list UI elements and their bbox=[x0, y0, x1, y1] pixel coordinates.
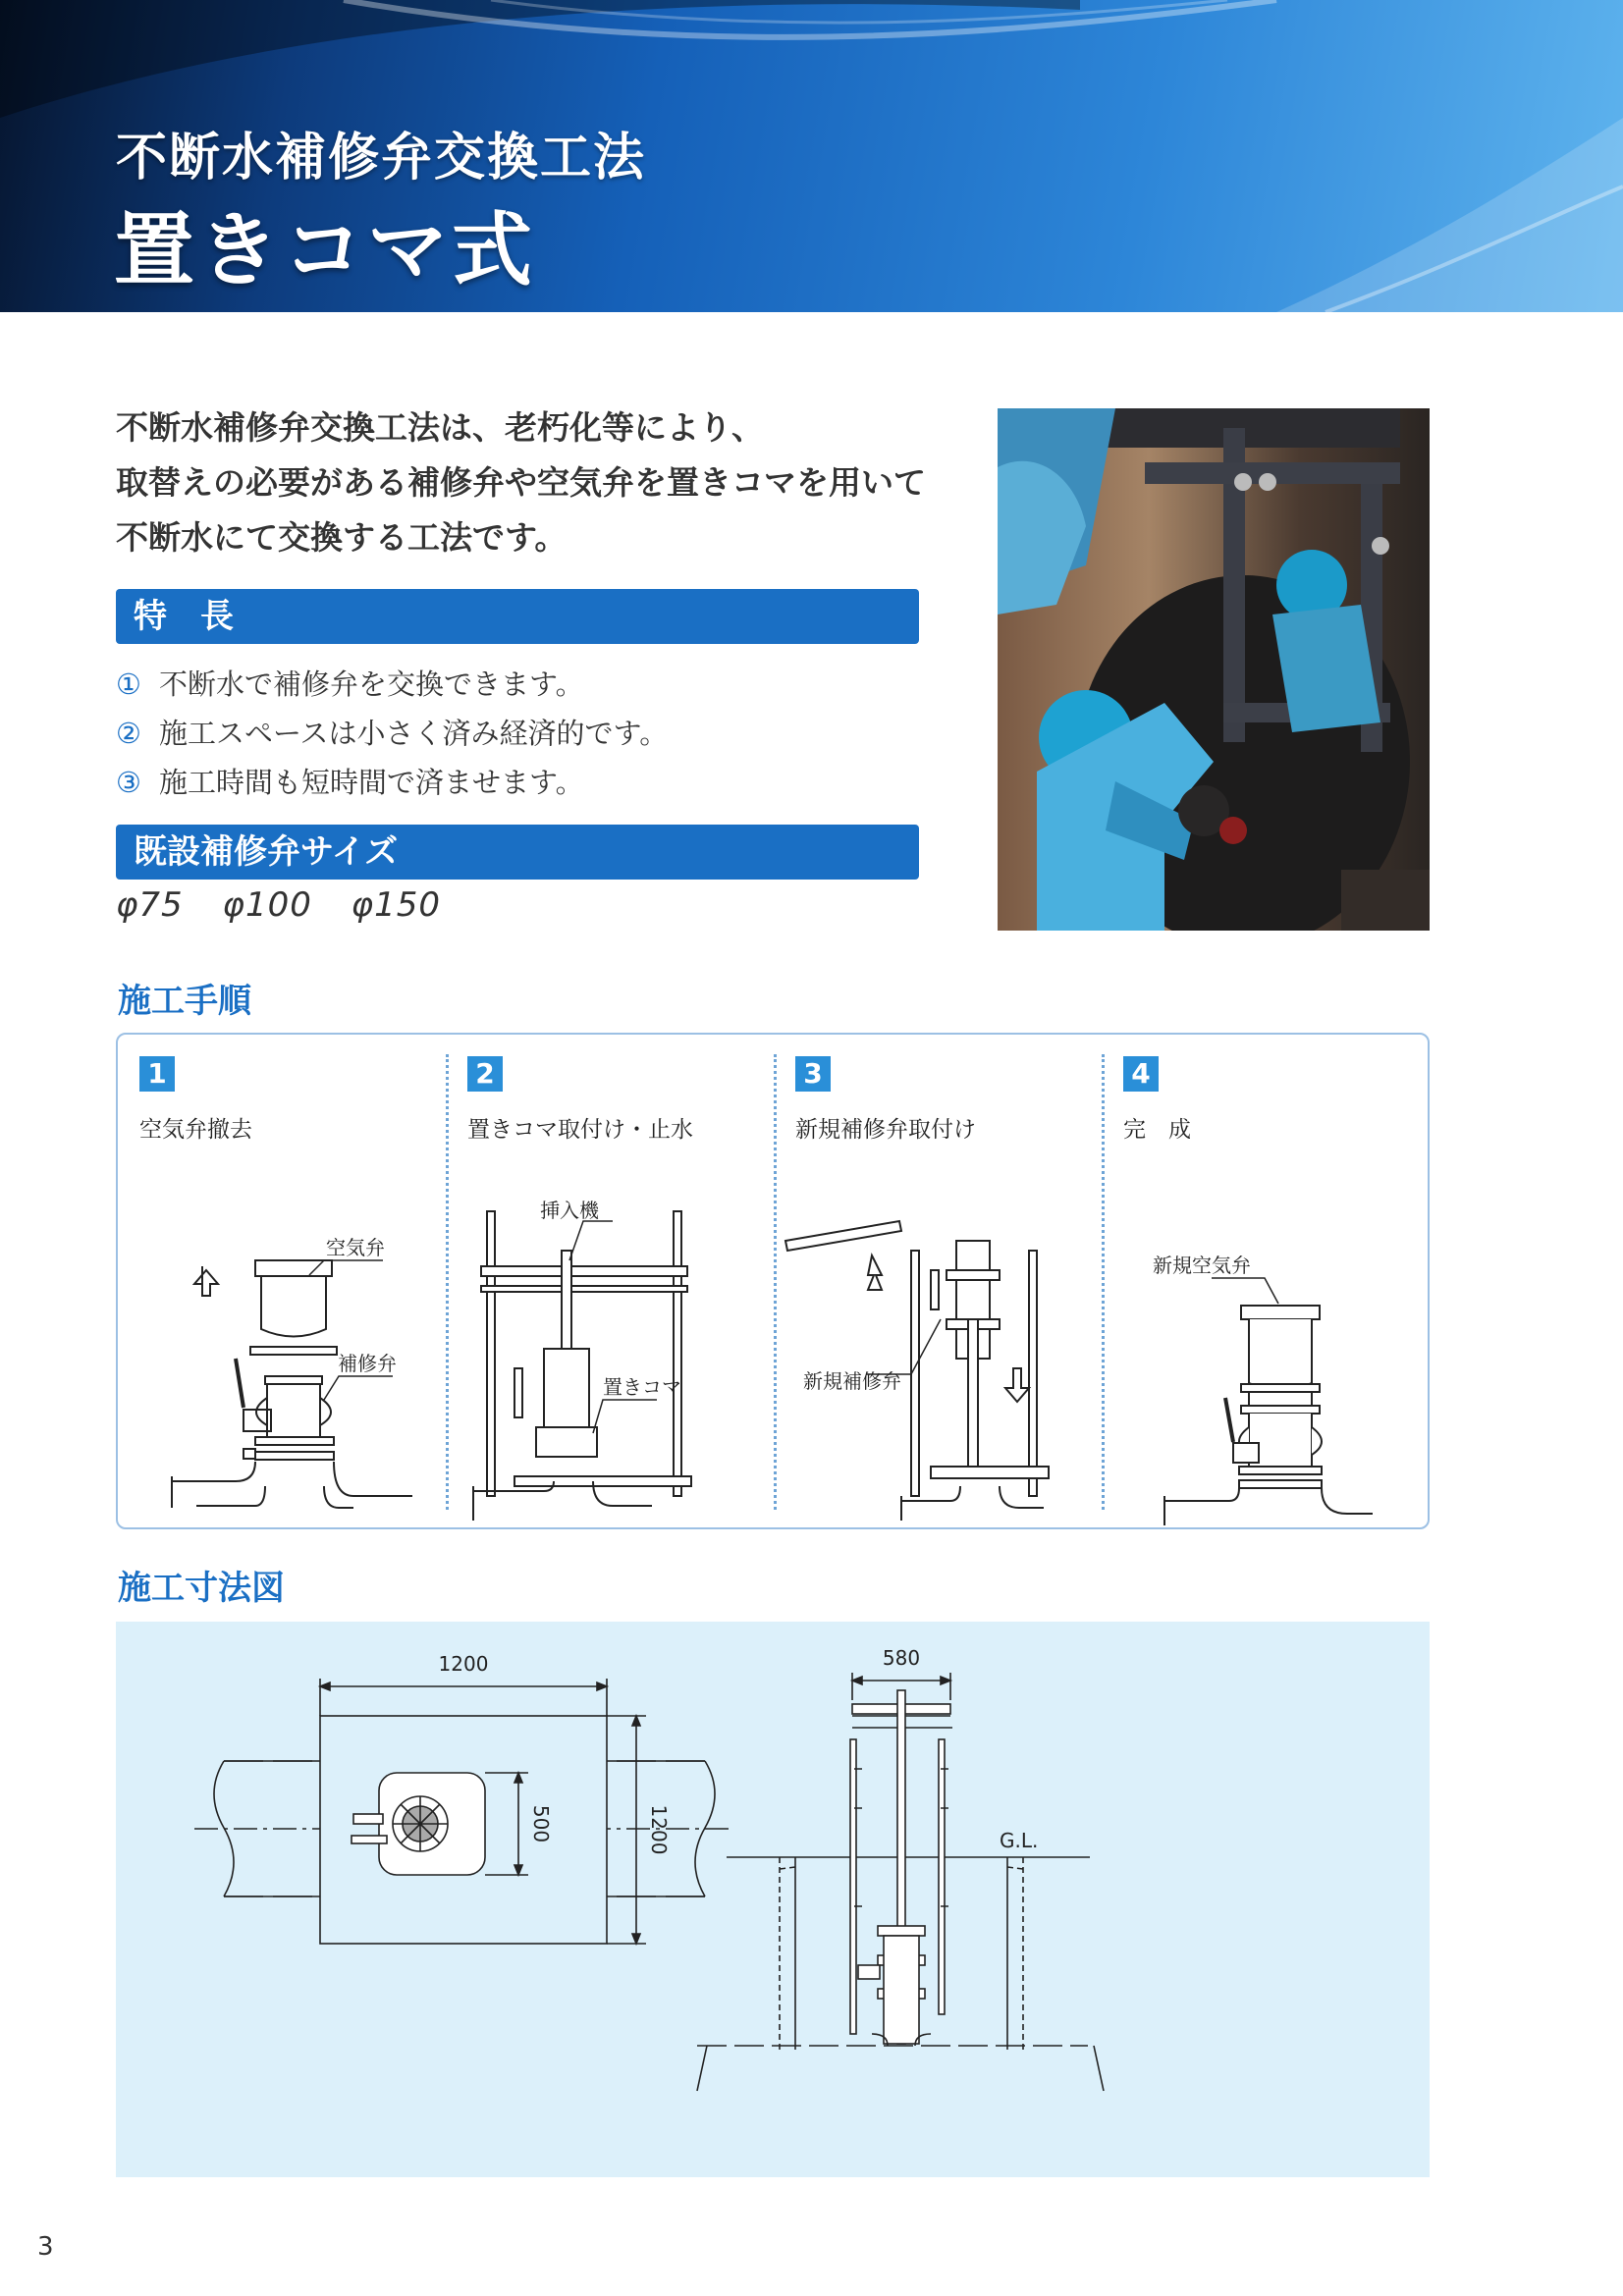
header-title: 置きコマ式 bbox=[114, 204, 537, 297]
procedure-heading: 施工手順 bbox=[118, 982, 251, 1021]
step-title: 新規補修弁取付け bbox=[795, 1117, 976, 1143]
step-title: 空気弁撤去 bbox=[139, 1117, 252, 1143]
sizes-heading: 既設補修弁サイズ bbox=[116, 825, 919, 880]
step-title: 置きコマ取付け・止水 bbox=[467, 1117, 693, 1143]
feature-item bbox=[116, 709, 668, 758]
size-value: φ100 bbox=[222, 885, 312, 925]
step-number: 3 bbox=[795, 1056, 831, 1092]
feature-number: ③ bbox=[116, 766, 141, 799]
page-number: 3 bbox=[37, 2232, 54, 2262]
size-value: φ75 bbox=[116, 885, 184, 925]
size-value: φ150 bbox=[351, 885, 441, 925]
step-number: 4 bbox=[1123, 1056, 1159, 1092]
step-1-label-air-valve: 空気弁 bbox=[326, 1236, 385, 1259]
step-4-label-new-air-valve: 新規空気弁 bbox=[1153, 1254, 1251, 1277]
plan-inner-label: 500 bbox=[529, 1804, 553, 1843]
step-2-label-oki-koma: 置きコマ bbox=[603, 1375, 681, 1399]
feature-text: 施工時間も短時間で済ませます。 bbox=[159, 766, 584, 799]
features-heading: 特 長 bbox=[116, 589, 919, 644]
section-width-label: 580 bbox=[882, 1646, 921, 1670]
sizes-values bbox=[116, 885, 468, 925]
features-list bbox=[116, 660, 668, 807]
step-number: 2 bbox=[467, 1056, 503, 1092]
feature-number: ① bbox=[116, 667, 141, 701]
step-1-label-repair-valve: 補修弁 bbox=[338, 1352, 397, 1375]
dimension-drawings bbox=[116, 1622, 1430, 2177]
dimension-diagram-panel bbox=[116, 1622, 1430, 2177]
plan-width-label: 1200 bbox=[438, 1652, 489, 1676]
intro-line: 不断水補修弁交換工法は、老朽化等により、 bbox=[116, 408, 764, 447]
header-banner bbox=[0, 0, 1623, 312]
feature-text: 不断水で補修弁を交換できます。 bbox=[159, 667, 584, 701]
step-1 bbox=[118, 1035, 446, 1527]
intro-line: 取替えの必要がある補修弁や空気弁を置きコマを用いて bbox=[116, 463, 926, 502]
step-4-diagram bbox=[1102, 1143, 1430, 1525]
feature-item bbox=[116, 660, 668, 709]
step-2-label-inserter: 挿入機 bbox=[540, 1199, 599, 1222]
dimensions-heading: 施工寸法図 bbox=[118, 1569, 285, 1608]
feature-item bbox=[116, 758, 668, 807]
procedure-steps bbox=[116, 1033, 1430, 1529]
plan-height-label: 1200 bbox=[647, 1804, 671, 1855]
feature-text: 施工スペースは小さく済み経済的です。 bbox=[159, 717, 669, 750]
step-3-label-new-repair-valve: 新規補修弁 bbox=[803, 1369, 901, 1393]
worksite-photo bbox=[998, 408, 1430, 931]
step-3 bbox=[774, 1035, 1102, 1527]
ground-level-label: G.L. bbox=[1000, 1829, 1039, 1852]
step-2 bbox=[446, 1035, 774, 1527]
feature-number: ② bbox=[116, 717, 141, 750]
header-subtitle: 不断水補修弁交換工法 bbox=[116, 129, 647, 187]
section-view bbox=[697, 1673, 1104, 2091]
step-title: 完 成 bbox=[1123, 1117, 1191, 1143]
step-1-diagram bbox=[118, 1143, 446, 1525]
step-number: 1 bbox=[139, 1056, 175, 1092]
intro-text bbox=[116, 400, 960, 565]
step-4 bbox=[1102, 1035, 1430, 1527]
step-3-diagram bbox=[774, 1143, 1102, 1525]
step-2-diagram bbox=[446, 1143, 774, 1525]
intro-line: 不断水にて交換する工法です。 bbox=[116, 518, 568, 557]
